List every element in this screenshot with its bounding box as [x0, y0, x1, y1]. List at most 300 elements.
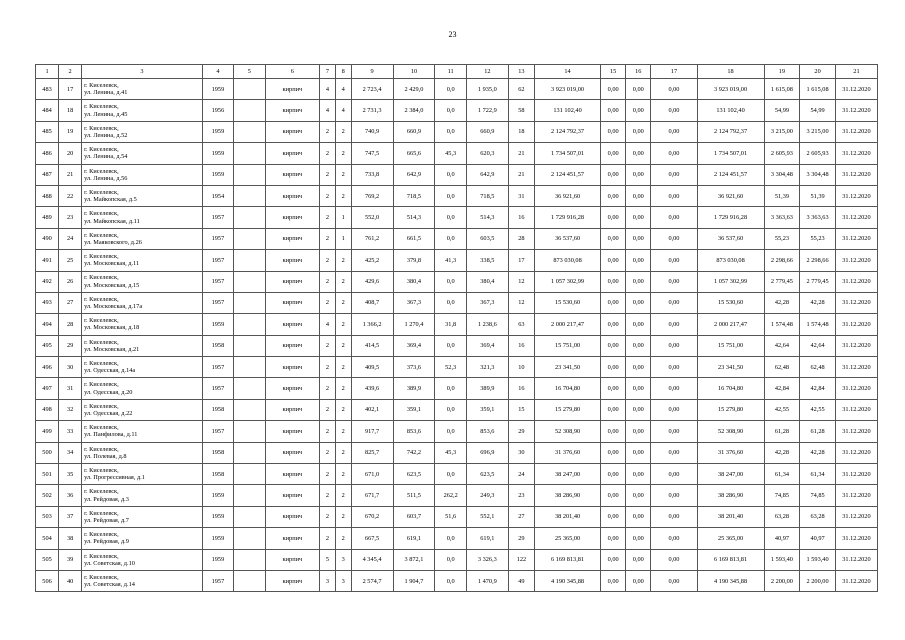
- cell-col-7: 2: [320, 506, 336, 527]
- cell-col-1: 493: [36, 292, 59, 313]
- cell-col-21: 31.12.2020: [835, 485, 877, 506]
- cell-col-12: 1 722,9: [466, 100, 508, 121]
- cell-col-5: [234, 292, 265, 313]
- cell-col-1: 500: [36, 442, 59, 463]
- cell-col-17: 0,00: [651, 378, 697, 399]
- address-cell: [82, 378, 203, 399]
- table-row: [36, 528, 878, 549]
- cell-col-5: [234, 421, 265, 442]
- cell-col-8: 4: [335, 79, 351, 100]
- cell-col-7: 2: [320, 143, 336, 164]
- cell-col-11: 31,8: [435, 314, 466, 335]
- cell-col-4: 1959: [202, 549, 233, 570]
- cell-col-4: 1957: [202, 207, 233, 228]
- cell-col-16: 0,00: [626, 271, 651, 292]
- address-street: ул. Рейдовая, д.3: [84, 495, 129, 503]
- cell-col-10: 718,5: [393, 185, 435, 206]
- address-street: ул. Панфилова, д.11: [84, 431, 138, 439]
- cell-col-18: 15 279,80: [697, 399, 764, 420]
- address-cell: [82, 506, 203, 527]
- cell-col-13: 17: [508, 250, 534, 271]
- cell-col-5: [234, 506, 265, 527]
- cell-col-14: 131 102,40: [535, 100, 601, 121]
- cell-col-9: 429,6: [351, 271, 393, 292]
- cell-col-13: 16: [508, 378, 534, 399]
- cell-col-15: 0,00: [601, 143, 626, 164]
- cell-col-1: 502: [36, 485, 59, 506]
- cell-col-2: 25: [59, 250, 82, 271]
- cell-col-19: 62,48: [764, 357, 800, 378]
- cell-col-9: 825,7: [351, 442, 393, 463]
- cell-col-2: 28: [59, 314, 82, 335]
- cell-col-1: 495: [36, 335, 59, 356]
- cell-col-16: 0,00: [626, 528, 651, 549]
- table-row: [36, 271, 878, 292]
- cell-col-9: 425,2: [351, 250, 393, 271]
- cell-col-1: 486: [36, 143, 59, 164]
- cell-col-15: 0,00: [601, 506, 626, 527]
- cell-col-10: 380,4: [393, 271, 435, 292]
- cell-col-15: 0,00: [601, 228, 626, 249]
- cell-col-4: 1958: [202, 442, 233, 463]
- cell-col-14: 25 365,00: [535, 528, 601, 549]
- table-row: [36, 442, 878, 463]
- cell-col-17: 0,00: [651, 100, 697, 121]
- cell-col-11: 0,0: [435, 528, 466, 549]
- cell-col-19: 40,97: [764, 528, 800, 549]
- cell-col-16: 0,00: [626, 228, 651, 249]
- cell-col-21: 31.12.2020: [835, 399, 877, 420]
- address-cell: [82, 570, 203, 591]
- cell-col-16: 0,00: [626, 464, 651, 485]
- cell-col-15: 0,00: [601, 314, 626, 335]
- cell-col-18: 36 921,60: [697, 185, 764, 206]
- cell-col-8: 2: [335, 121, 351, 142]
- cell-col-20: 42,84: [800, 378, 836, 399]
- cell-col-21: 31.12.2020: [835, 250, 877, 271]
- cell-col-20: 1 593,40: [800, 549, 836, 570]
- cell-col-8: 2: [335, 271, 351, 292]
- address-street: ул. Ленина, д.41: [84, 89, 128, 97]
- cell-col-6: кирпич: [265, 164, 320, 185]
- cell-col-5: [234, 528, 265, 549]
- address-city: г. Киселевск,: [84, 531, 119, 539]
- cell-col-7: 2: [320, 335, 336, 356]
- cell-col-19: 51,39: [764, 185, 800, 206]
- cell-col-19: 2 605,93: [764, 143, 800, 164]
- cell-col-4: 1959: [202, 164, 233, 185]
- address-street: ул. Рейдовая, д.7: [84, 517, 129, 524]
- cell-col-19: 3 215,00: [764, 121, 800, 142]
- cell-col-1: 492: [36, 271, 59, 292]
- address-cell: [82, 79, 203, 100]
- cell-col-1: 499: [36, 421, 59, 442]
- cell-col-13: 58: [508, 100, 534, 121]
- address-city: г. Киселевск,: [84, 231, 119, 239]
- address-street: ул. Ленина, д.54: [84, 153, 128, 161]
- cell-col-17: 0,00: [651, 79, 697, 100]
- cell-col-6: кирпич: [265, 399, 320, 420]
- cell-col-2: 39: [59, 549, 82, 570]
- cell-col-21: 31.12.2020: [835, 570, 877, 591]
- cell-col-21: 31.12.2020: [835, 228, 877, 249]
- cell-col-16: 0,00: [626, 292, 651, 313]
- column-header-13: 13: [508, 65, 534, 79]
- cell-col-1: 501: [36, 464, 59, 485]
- cell-col-4: 1957: [202, 421, 233, 442]
- cell-col-19: 3 363,63: [764, 207, 800, 228]
- cell-col-9: 552,0: [351, 207, 393, 228]
- cell-col-14: 6 169 813,81: [535, 549, 601, 570]
- cell-col-8: 2: [335, 464, 351, 485]
- cell-col-19: 74,85: [764, 485, 800, 506]
- cell-col-14: 15 530,60: [535, 292, 601, 313]
- cell-col-9: 671,7: [351, 485, 393, 506]
- cell-col-1: 506: [36, 570, 59, 591]
- table-row: [36, 121, 878, 142]
- column-header-7: 7: [320, 65, 336, 79]
- cell-col-14: 36 921,60: [535, 185, 601, 206]
- cell-col-21: 31.12.2020: [835, 421, 877, 442]
- cell-col-2: 18: [59, 100, 82, 121]
- cell-col-17: 0,00: [651, 314, 697, 335]
- cell-col-14: 3 923 019,00: [535, 79, 601, 100]
- cell-col-16: 0,00: [626, 485, 651, 506]
- cell-col-4: 1957: [202, 292, 233, 313]
- cell-col-5: [234, 442, 265, 463]
- cell-col-4: 1957: [202, 250, 233, 271]
- cell-col-14: 23 341,50: [535, 357, 601, 378]
- cell-col-11: 0,0: [435, 207, 466, 228]
- cell-col-7: 2: [320, 164, 336, 185]
- address-street: ул. Одесская, д.20: [84, 388, 133, 396]
- cell-col-11: 0,0: [435, 549, 466, 570]
- cell-col-16: 0,00: [626, 79, 651, 100]
- cell-col-16: 0,00: [626, 335, 651, 356]
- cell-col-12: 853,6: [466, 421, 508, 442]
- cell-col-21: 31.12.2020: [835, 357, 877, 378]
- address-city: г. Киселевск,: [84, 573, 119, 581]
- cell-col-15: 0,00: [601, 442, 626, 463]
- address-city: г. Киселевск,: [84, 295, 119, 303]
- cell-col-20: 2 298,66: [800, 250, 836, 271]
- address-city: г. Киселевск,: [84, 81, 119, 89]
- address-cell: [82, 357, 203, 378]
- cell-col-17: 0,00: [651, 570, 697, 591]
- cell-col-6: кирпич: [265, 528, 320, 549]
- cell-col-19: 61,28: [764, 421, 800, 442]
- column-header-19: 19: [764, 65, 800, 79]
- cell-col-17: 0,00: [651, 121, 697, 142]
- cell-col-20: 2 200,00: [800, 570, 836, 591]
- cell-col-6: кирпич: [265, 292, 320, 313]
- cell-col-20: 51,39: [800, 185, 836, 206]
- cell-col-4: 1959: [202, 485, 233, 506]
- address-cell: [82, 442, 203, 463]
- cell-col-18: 3 923 019,00: [697, 79, 764, 100]
- table-row: [36, 570, 878, 591]
- cell-col-13: 12: [508, 292, 534, 313]
- cell-col-12: 642,9: [466, 164, 508, 185]
- cell-col-17: 0,00: [651, 549, 697, 570]
- cell-col-11: 51,6: [435, 506, 466, 527]
- address-street: ул. Московская, д.21: [84, 345, 140, 353]
- cell-col-5: [234, 464, 265, 485]
- cell-col-7: 2: [320, 185, 336, 206]
- cell-col-2: 17: [59, 79, 82, 100]
- cell-col-5: [234, 378, 265, 399]
- cell-col-14: 31 376,60: [535, 442, 601, 463]
- cell-col-1: 489: [36, 207, 59, 228]
- address-city: г. Киселевск,: [84, 338, 119, 346]
- column-header-21: 21: [835, 65, 877, 79]
- cell-col-10: 359,1: [393, 399, 435, 420]
- cell-col-1: 505: [36, 549, 59, 570]
- cell-col-11: 45,3: [435, 143, 466, 164]
- cell-col-18: 52 308,90: [697, 421, 764, 442]
- cell-col-4: 1959: [202, 121, 233, 142]
- address-street: ул. Ленина, д.45: [84, 110, 128, 118]
- cell-col-17: 0,00: [651, 399, 697, 420]
- cell-col-19: 63,28: [764, 506, 800, 527]
- cell-col-20: 42,28: [800, 442, 836, 463]
- table-row: [36, 549, 878, 570]
- cell-col-10: 661,5: [393, 228, 435, 249]
- cell-col-12: 359,1: [466, 399, 508, 420]
- cell-col-14: 16 704,80: [535, 378, 601, 399]
- cell-col-8: 4: [335, 100, 351, 121]
- cell-col-20: 61,34: [800, 464, 836, 485]
- cell-col-9: 667,5: [351, 528, 393, 549]
- cell-col-17: 0,00: [651, 185, 697, 206]
- cell-col-8: 1: [335, 207, 351, 228]
- column-header-14: 14: [535, 65, 601, 79]
- cell-col-17: 0,00: [651, 164, 697, 185]
- address-city: г. Киселевск,: [84, 188, 119, 196]
- address-street: ул. Советская, д.10: [84, 559, 135, 567]
- cell-col-17: 0,00: [651, 271, 697, 292]
- address-cell: [82, 399, 203, 420]
- cell-col-13: 16: [508, 335, 534, 356]
- cell-col-17: 0,00: [651, 506, 697, 527]
- cell-col-12: 696,9: [466, 442, 508, 463]
- cell-col-21: 31.12.2020: [835, 143, 877, 164]
- cell-col-13: 23: [508, 485, 534, 506]
- cell-col-17: 0,00: [651, 143, 697, 164]
- cell-col-8: 2: [335, 185, 351, 206]
- cell-col-15: 0,00: [601, 528, 626, 549]
- cell-col-16: 0,00: [626, 143, 651, 164]
- address-cell: [82, 485, 203, 506]
- cell-col-20: 2 605,93: [800, 143, 836, 164]
- cell-col-11: 262,2: [435, 485, 466, 506]
- cell-col-14: 15 279,80: [535, 399, 601, 420]
- address-street: ул. Московская, д.11: [84, 260, 140, 268]
- cell-col-14: 1 734 507,01: [535, 143, 601, 164]
- cell-col-12: 338,5: [466, 250, 508, 271]
- cell-col-15: 0,00: [601, 357, 626, 378]
- cell-col-11: 0,0: [435, 378, 466, 399]
- table-row: [36, 100, 878, 121]
- cell-col-6: кирпич: [265, 271, 320, 292]
- cell-col-15: 0,00: [601, 335, 626, 356]
- cell-col-9: 414,5: [351, 335, 393, 356]
- cell-col-17: 0,00: [651, 357, 697, 378]
- cell-col-2: 22: [59, 185, 82, 206]
- cell-col-18: 16 704,80: [697, 378, 764, 399]
- cell-col-4: 1959: [202, 506, 233, 527]
- table-row: [36, 314, 878, 335]
- cell-col-14: 38 201,40: [535, 506, 601, 527]
- address-city: г. Киселевск,: [84, 103, 119, 111]
- cell-col-8: 2: [335, 506, 351, 527]
- address-street: ул. Московская, д.15: [84, 281, 140, 289]
- column-header-16: 16: [626, 65, 651, 79]
- cell-col-15: 0,00: [601, 485, 626, 506]
- cell-col-13: 16: [508, 207, 534, 228]
- cell-col-11: 0,0: [435, 421, 466, 442]
- cell-col-6: кирпич: [265, 464, 320, 485]
- cell-col-15: 0,00: [601, 421, 626, 442]
- table-row: [36, 335, 878, 356]
- cell-col-15: 0,00: [601, 121, 626, 142]
- cell-col-10: 511,5: [393, 485, 435, 506]
- table-row: [36, 464, 878, 485]
- cell-col-21: 31.12.2020: [835, 79, 877, 100]
- address-street: ул. Полевая, д.8: [84, 452, 127, 460]
- cell-col-9: 1 366,2: [351, 314, 393, 335]
- cell-col-9: 733,8: [351, 164, 393, 185]
- cell-col-4: 1959: [202, 528, 233, 549]
- cell-col-15: 0,00: [601, 399, 626, 420]
- cell-col-6: кирпич: [265, 485, 320, 506]
- cell-col-11: 52,3: [435, 357, 466, 378]
- cell-col-2: 31: [59, 378, 82, 399]
- cell-col-16: 0,00: [626, 164, 651, 185]
- cell-col-10: 2 384,0: [393, 100, 435, 121]
- cell-col-18: 2 124 451,57: [697, 164, 764, 185]
- cell-col-7: 2: [320, 292, 336, 313]
- address-street: ул. Одесская, д.14а: [84, 367, 136, 375]
- address-city: г. Киселевск,: [84, 466, 119, 474]
- cell-col-8: 3: [335, 570, 351, 591]
- cell-col-12: 1 470,9: [466, 570, 508, 591]
- cell-col-1: 488: [36, 185, 59, 206]
- cell-col-2: 38: [59, 528, 82, 549]
- cell-col-15: 0,00: [601, 271, 626, 292]
- cell-col-1: 498: [36, 399, 59, 420]
- cell-col-7: 2: [320, 228, 336, 249]
- cell-col-2: 24: [59, 228, 82, 249]
- address-cell: [82, 335, 203, 356]
- cell-col-18: 2 000 217,47: [697, 314, 764, 335]
- cell-col-12: 619,1: [466, 528, 508, 549]
- cell-col-19: 61,34: [764, 464, 800, 485]
- cell-col-13: 15: [508, 399, 534, 420]
- cell-col-6: кирпич: [265, 314, 320, 335]
- cell-col-1: 503: [36, 506, 59, 527]
- cell-col-13: 21: [508, 164, 534, 185]
- cell-col-9: 769,2: [351, 185, 393, 206]
- cell-col-19: 42,84: [764, 378, 800, 399]
- column-header-15: 15: [601, 65, 626, 79]
- cell-col-4: 1959: [202, 79, 233, 100]
- cell-col-9: 761,2: [351, 228, 393, 249]
- table-row: [36, 357, 878, 378]
- cell-col-18: 38 247,00: [697, 464, 764, 485]
- cell-col-11: 0,0: [435, 100, 466, 121]
- cell-col-4: 1957: [202, 271, 233, 292]
- cell-col-21: 31.12.2020: [835, 164, 877, 185]
- cell-col-13: 63: [508, 314, 534, 335]
- address-city: г. Киселевск,: [84, 509, 119, 517]
- cell-col-4: 1957: [202, 378, 233, 399]
- cell-col-17: 0,00: [651, 250, 697, 271]
- cell-col-8: 2: [335, 292, 351, 313]
- cell-col-18: 4 190 345,88: [697, 570, 764, 591]
- cell-col-19: 55,23: [764, 228, 800, 249]
- address-cell: [82, 421, 203, 442]
- cell-col-13: 29: [508, 528, 534, 549]
- address-street: ул. Маяковского, д.26: [84, 238, 142, 246]
- cell-col-20: 3 363,63: [800, 207, 836, 228]
- cell-col-21: 31.12.2020: [835, 549, 877, 570]
- cell-col-19: 42,28: [764, 442, 800, 463]
- cell-col-7: 2: [320, 378, 336, 399]
- cell-col-12: 552,1: [466, 506, 508, 527]
- column-header-5: 5: [234, 65, 265, 79]
- address-cell: [82, 549, 203, 570]
- cell-col-2: 26: [59, 271, 82, 292]
- cell-col-1: 504: [36, 528, 59, 549]
- cell-col-18: 36 537,60: [697, 228, 764, 249]
- cell-col-15: 0,00: [601, 292, 626, 313]
- cell-col-2: 40: [59, 570, 82, 591]
- cell-col-8: 2: [335, 378, 351, 399]
- cell-col-4: 1959: [202, 143, 233, 164]
- cell-col-17: 0,00: [651, 528, 697, 549]
- cell-col-11: 0,0: [435, 79, 466, 100]
- cell-col-19: 2 779,45: [764, 271, 800, 292]
- cell-col-20: 42,28: [800, 292, 836, 313]
- cell-col-2: 23: [59, 207, 82, 228]
- cell-col-16: 0,00: [626, 442, 651, 463]
- cell-col-19: 1 574,48: [764, 314, 800, 335]
- cell-col-17: 0,00: [651, 421, 697, 442]
- cell-col-4: 1954: [202, 185, 233, 206]
- address-cell: [82, 250, 203, 271]
- cell-col-17: 0,00: [651, 292, 697, 313]
- cell-col-7: 3: [320, 570, 336, 591]
- cell-col-13: 31: [508, 185, 534, 206]
- cell-col-4: 1957: [202, 357, 233, 378]
- cell-col-20: 3 304,48: [800, 164, 836, 185]
- cell-col-10: 514,3: [393, 207, 435, 228]
- cell-col-5: [234, 79, 265, 100]
- cell-col-11: 0,0: [435, 228, 466, 249]
- cell-col-1: 497: [36, 378, 59, 399]
- cell-col-7: 2: [320, 271, 336, 292]
- cell-col-13: 21: [508, 143, 534, 164]
- cell-col-10: 369,4: [393, 335, 435, 356]
- cell-col-17: 0,00: [651, 228, 697, 249]
- cell-col-6: кирпич: [265, 79, 320, 100]
- cell-col-9: 670,2: [351, 506, 393, 527]
- cell-col-8: 2: [335, 442, 351, 463]
- cell-col-10: 853,6: [393, 421, 435, 442]
- cell-col-12: 1 238,6: [466, 314, 508, 335]
- cell-col-18: 131 102,40: [697, 100, 764, 121]
